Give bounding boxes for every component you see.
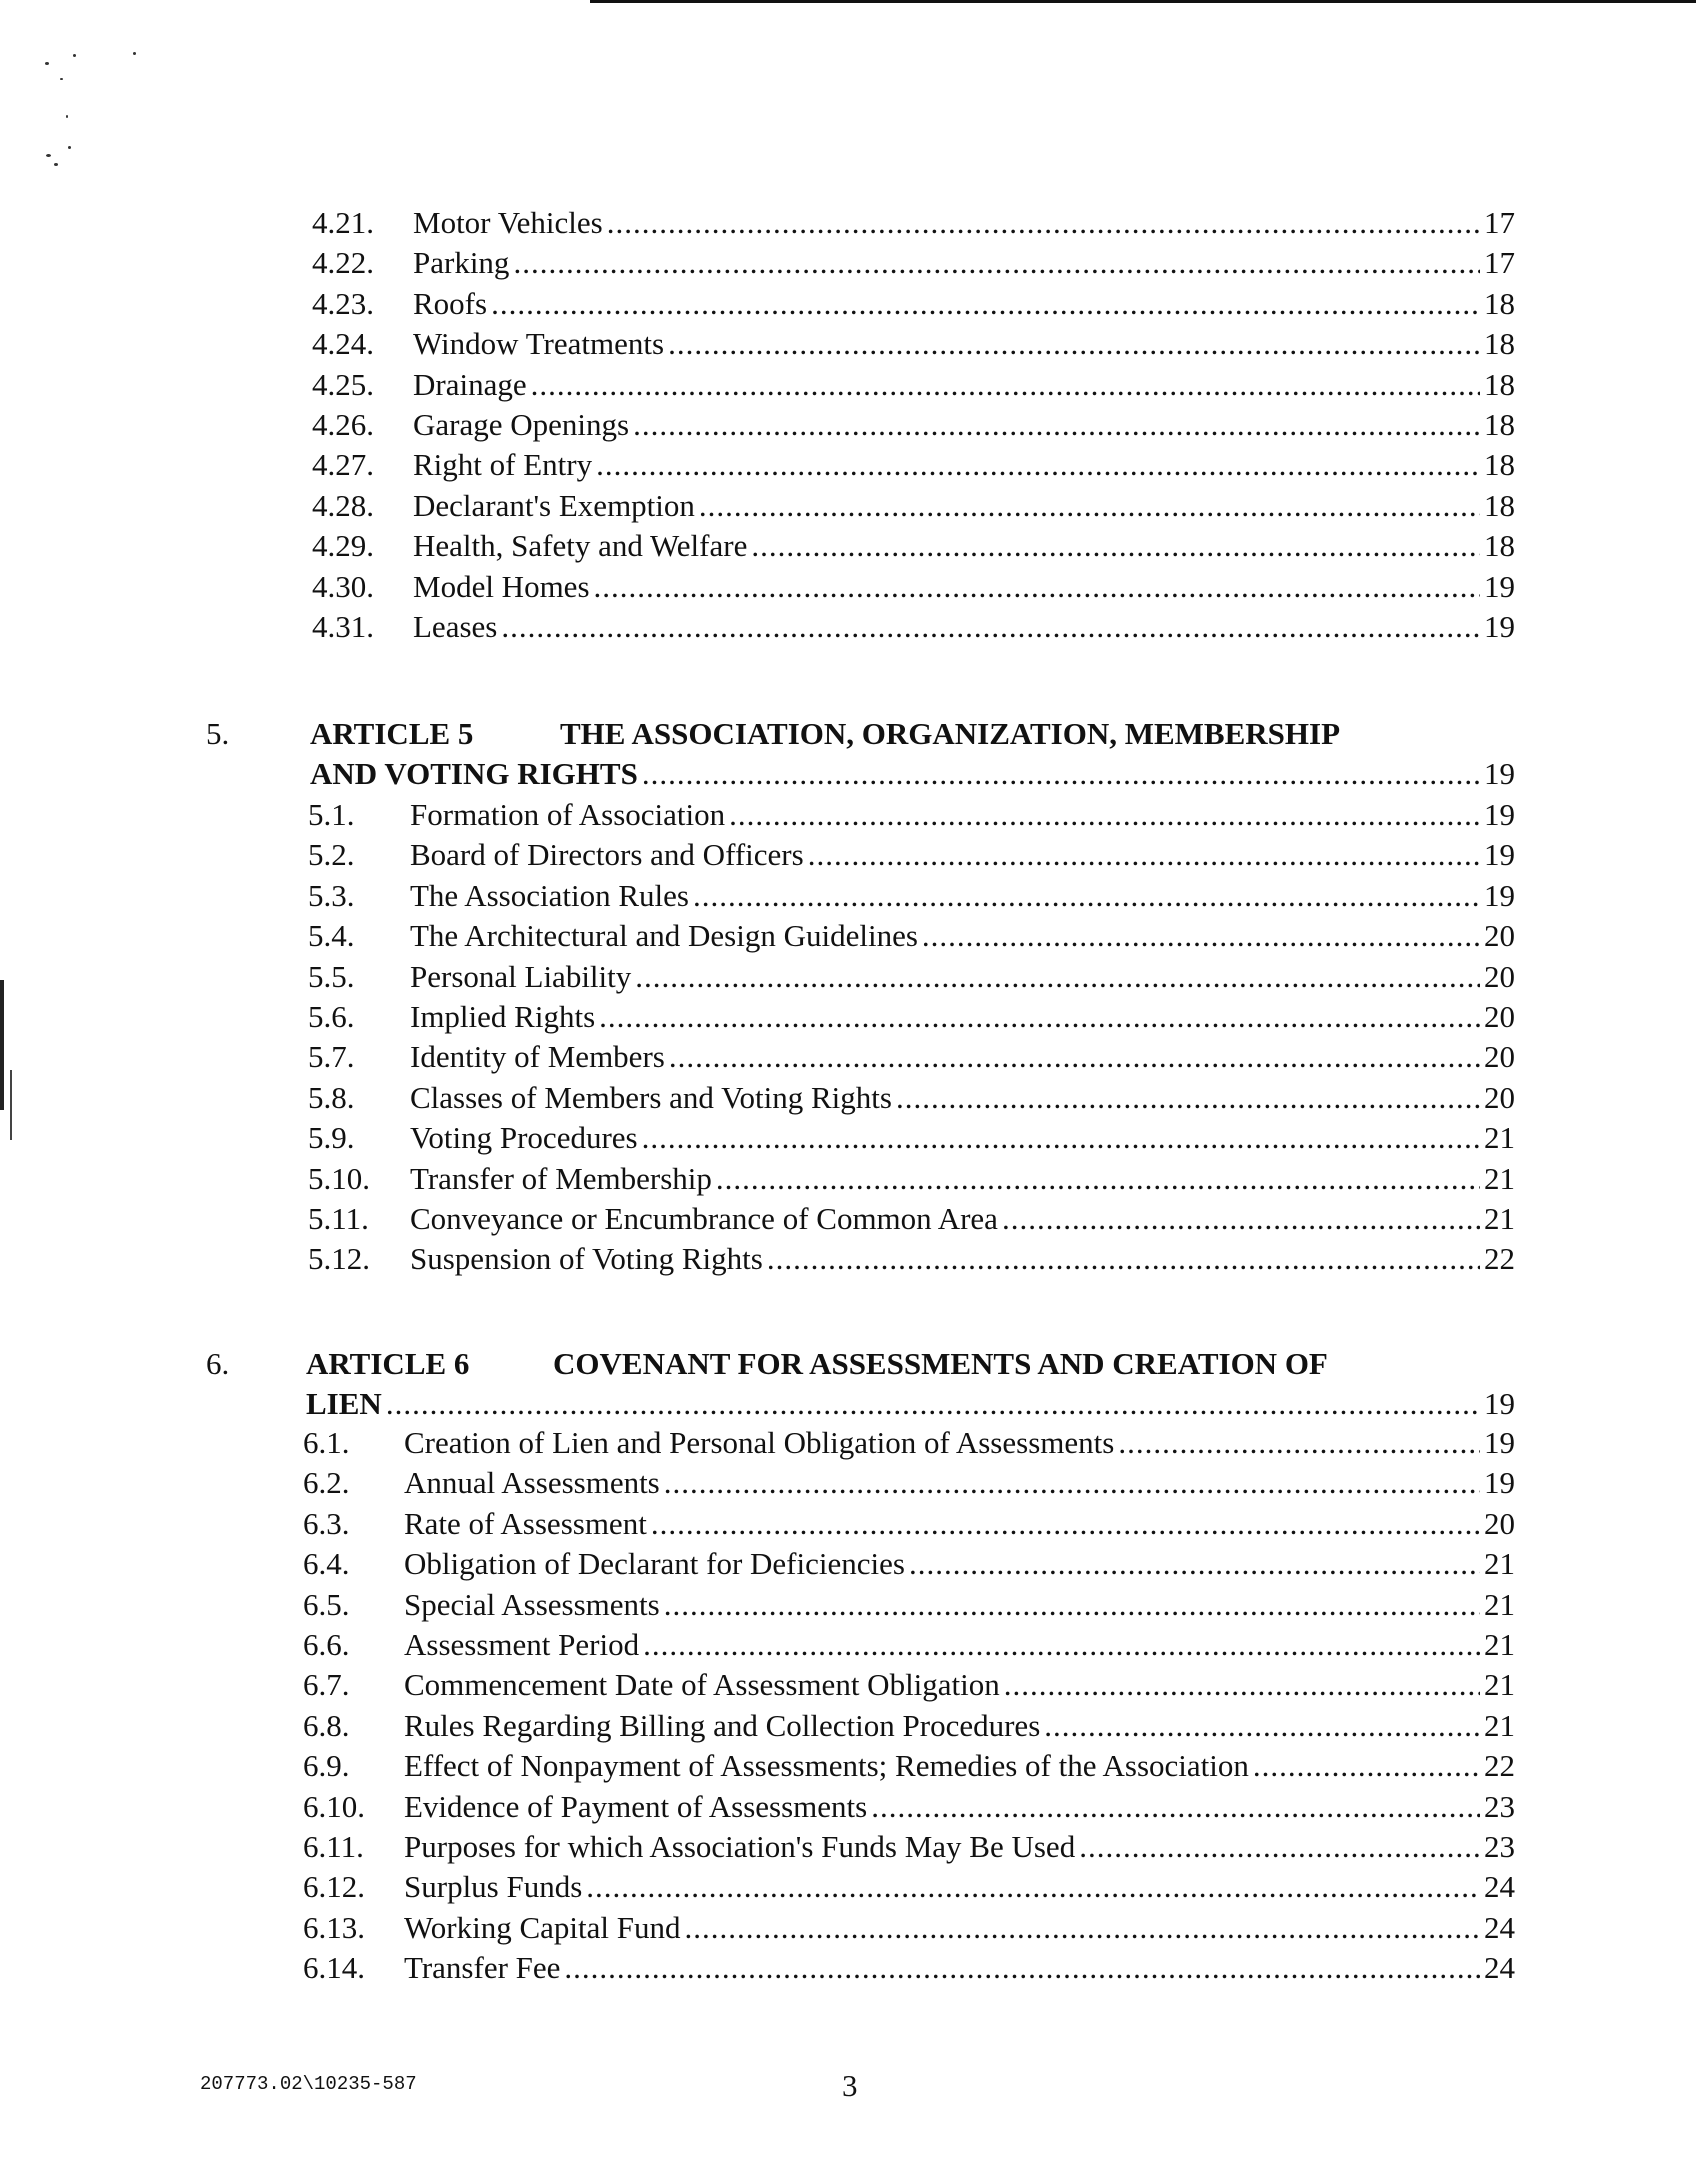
toc-entry-page: 18 [1484,326,1515,362]
toc-entry-title: Window Treatments [413,326,665,362]
toc-entry-page: 18 [1484,407,1515,442]
scan-top-line [590,0,1696,3]
toc-entry [312,607,1515,647]
dot-leader [729,795,1480,835]
dot-leader [693,876,1480,916]
toc-entry [308,957,1515,997]
toc-entry-number: 6.9. [303,1748,350,1784]
dot-leader [1044,1706,1480,1746]
toc-entry-number: 6.5. [303,1586,350,1622]
toc-entry-title: Evidence of Payment of Assessments [404,1788,868,1824]
dot-leader [642,1118,1480,1158]
toc-entry [303,1423,1515,1463]
dot-leader [922,916,1480,956]
toc-entry-title: Creation of Lien and Personal Obligation of Assessments [404,1425,1115,1460]
toc-entry-title: Parking [413,245,510,281]
toc-entry-number: 6.4. [303,1546,350,1582]
scan-edge-mark [10,1070,12,1140]
dot-leader [586,1867,1480,1907]
dot-leader [599,997,1480,1037]
dot-leader [642,754,1480,794]
toc-entry-title: Rules Regarding Billing and Collection Procedures [404,1707,1041,1743]
toc-entry-title: Rate of Assessment [404,1505,647,1541]
toc-entry [308,1199,1515,1239]
article-heading-continued [310,754,1515,794]
toc-entry-number: 6.10. [303,1788,365,1824]
dot-leader [594,567,1480,607]
dot-leader [1118,1423,1480,1463]
article-heading: THE ASSOCIATION, ORGANIZATION, MEMBERSHIP [560,716,1341,751]
toc-entry-number: 6.13. [303,1909,365,1945]
toc-entry [312,203,1515,243]
toc-entry-title: Motor Vehicles [413,205,603,240]
toc-entry-page: 21 [1484,1160,1515,1196]
toc-entry-title: Suspension of Voting Rights [410,1241,763,1277]
toc-entry-number: 5.2. [308,837,355,873]
toc-entry-page: 18 [1484,366,1515,402]
toc-entry-page: 19 [1484,1425,1515,1460]
toc-entry-page: 23 [1484,1788,1515,1824]
dot-leader [699,486,1480,526]
toc-entry-page: 20 [1484,1505,1515,1541]
toc-entry-page: 19 [1484,797,1515,832]
toc-entry-page: 21 [1484,1586,1515,1622]
toc-entry [312,243,1515,283]
toc-entry-number: 6.7. [303,1667,350,1703]
document-code: 207773.02\10235-587 [200,2073,417,2095]
article-number: 5. [206,716,230,751]
toc-entry [303,1544,1515,1584]
toc-entry-page: 24 [1484,1909,1515,1945]
toc-entry-number: 6.1. [303,1425,350,1460]
toc-entry-title: The Association Rules [410,877,689,913]
toc-entry-page: 19 [1484,1465,1515,1501]
toc-entry-number: 4.24. [312,326,374,362]
toc-entry-title: Drainage [413,366,527,402]
toc-entry [303,1463,1515,1503]
toc-entry-title: Special Assessments [404,1586,660,1622]
toc-entry-title: Purposes for which Association's Funds May Be Used [404,1829,1076,1864]
page-number: 3 [842,2068,858,2103]
dot-leader [635,957,1480,997]
dot-leader [564,1948,1480,1988]
toc-entry-page: 18 [1484,487,1515,523]
dot-leader [531,365,1480,405]
dot-leader [607,203,1480,243]
dot-leader [513,243,1480,283]
article-heading: COVENANT FOR ASSESSMENTS AND CREATION OF [553,1346,1328,1381]
toc-entry [308,1037,1515,1077]
toc-entry-title: Formation of Association [410,797,726,832]
dot-leader [668,324,1480,364]
toc-entry-page: 20 [1484,1039,1515,1075]
toc-entry-title: Transfer Fee [404,1950,561,1986]
toc-entry-page: 20 [1484,958,1515,994]
dot-leader [751,526,1480,566]
toc-entry-number: 4.29. [312,528,374,564]
toc-entry [308,1239,1515,1279]
dot-leader [1253,1746,1480,1786]
toc-entry-number: 4.23. [312,285,374,321]
dot-leader [669,1037,1480,1077]
dot-leader [871,1787,1480,1827]
toc-entry-title: Conveyance or Encumbrance of Common Area [410,1201,998,1236]
scan-speck [133,52,136,55]
dot-leader [501,607,1480,647]
toc-entry-page: 20 [1484,1079,1515,1115]
dot-leader [596,445,1480,485]
scan-speck [45,62,49,65]
toc-entry-page: 22 [1484,1241,1515,1277]
toc-entry-page: 20 [1484,999,1515,1034]
toc-entry [312,405,1515,445]
toc-entry-number: 4.31. [312,609,374,644]
dot-leader [1004,1665,1480,1705]
toc-entry-page: 24 [1484,1869,1515,1905]
toc-entry-title: Leases [413,609,498,644]
toc-entry-number: 6.2. [303,1465,350,1501]
toc-entry-number: 5.1. [308,797,355,832]
toc-entry-number: 5.6. [308,999,355,1034]
toc-entry-title: The Architectural and Design Guidelines [410,918,918,954]
toc-entry-page: 19 [1484,609,1515,644]
toc-entry-number: 4.30. [312,568,374,604]
article-heading-line2: AND VOTING RIGHTS [310,756,638,791]
article-page: 19 [1484,756,1515,791]
toc-entry [303,1706,1515,1746]
toc-entry-title: Annual Assessments [404,1465,660,1501]
scan-speck [73,54,76,57]
dot-leader [808,835,1480,875]
toc-entry [312,284,1515,324]
toc-entry-page: 21 [1484,1201,1515,1236]
toc-entry-page: 24 [1484,1950,1515,1986]
toc-entry-page: 21 [1484,1707,1515,1743]
toc-entry [303,1827,1515,1867]
dot-leader [643,1625,1480,1665]
toc-entry-number: 6.6. [303,1627,350,1662]
toc-entry [303,1665,1515,1705]
toc-entry-title: Implied Rights [410,999,596,1034]
toc-entry [308,997,1515,1037]
toc-entry-page: 21 [1484,1120,1515,1156]
toc-entry-number: 6.14. [303,1950,365,1986]
toc-entry-number: 5.7. [308,1039,355,1075]
toc-entry-title: Working Capital Fund [404,1909,681,1945]
toc-entry-title: Classes of Members and Voting Rights [410,1079,892,1115]
article-label: ARTICLE 5 [310,716,474,751]
toc-entry-number: 6.8. [303,1707,350,1743]
dot-leader [664,1585,1480,1625]
toc-entry-number: 4.25. [312,366,374,402]
scan-speck [68,146,71,149]
toc-entry-title: Voting Procedures [410,1120,638,1156]
toc-entry-page: 17 [1484,205,1515,240]
toc-entry [303,1948,1515,1988]
toc-entry [308,795,1515,835]
toc-entry [308,916,1515,956]
toc-entry-number: 5.12. [308,1241,370,1277]
dot-leader [1002,1199,1480,1239]
toc-entry-title: Roofs [413,285,488,321]
toc-entry-number: 4.27. [312,447,374,483]
scan-speck [46,154,51,157]
toc-entry [312,365,1515,405]
toc-entry-title: Surplus Funds [404,1869,583,1905]
scan-speck [66,115,68,118]
toc-entry-title: Garage Openings [413,407,630,442]
article-page: 19 [1484,1386,1515,1421]
toc-entry-title: Assessment Period [404,1627,640,1662]
dot-leader [664,1463,1480,1503]
toc-entry-number: 5.9. [308,1120,355,1156]
toc-entry-title: Commencement Date of Assessment Obligation [404,1667,1000,1703]
dot-leader [685,1908,1481,1948]
toc-entry-title: Health, Safety and Welfare [413,528,748,564]
toc-entry [303,1787,1515,1827]
toc-entry-title: Right of Entry [413,447,593,483]
toc-entry-title: Model Homes [413,568,590,604]
toc-entry-number: 5.10. [308,1160,370,1196]
toc-entry-page: 21 [1484,1667,1515,1703]
toc-entry-number: 4.22. [312,245,374,281]
toc-entry [308,835,1515,875]
toc-entry-page: 20 [1484,918,1515,954]
toc-entry-title: Identity of Members [410,1039,665,1075]
dot-leader [1079,1827,1480,1867]
toc-entry [308,1159,1515,1199]
article-label: ARTICLE 6 [306,1346,470,1381]
toc-entry-number: 4.28. [312,487,374,523]
toc-entry-page: 22 [1484,1748,1515,1784]
dot-leader [633,405,1480,445]
toc-entry [312,526,1515,566]
toc-entry-number: 5.3. [308,877,355,913]
dot-leader [651,1504,1480,1544]
toc-entry [303,1625,1515,1665]
toc-entry-number: 6.12. [303,1869,365,1905]
toc-entry [303,1504,1515,1544]
toc-entry [312,445,1515,485]
toc-entry-number: 4.21. [312,205,374,240]
toc-entry [303,1746,1515,1786]
toc-entry [308,876,1515,916]
scan-edge-mark [0,980,4,1110]
scan-speck [54,163,58,166]
article-number: 6. [206,1346,230,1381]
dot-leader [386,1384,1480,1424]
dot-leader [491,284,1480,324]
toc-entry-number: 5.8. [308,1079,355,1115]
toc-entry [303,1908,1515,1948]
dot-leader [909,1544,1480,1584]
toc-entry-title: Personal Liability [410,958,632,994]
toc-entry-title: Declarant's Exemption [413,487,695,523]
toc-entry [312,324,1515,364]
toc-entry-title: Obligation of Declarant for Deficiencies [404,1546,905,1582]
toc-entry-page: 18 [1484,528,1515,564]
toc-entry-title: Transfer of Membership [410,1160,712,1196]
toc-entry-number: 5.4. [308,918,355,954]
toc-entry-page: 23 [1484,1829,1515,1864]
toc-entry-page: 21 [1484,1546,1515,1582]
toc-entry [308,1078,1515,1118]
toc-entry-page: 19 [1484,568,1515,604]
toc-entry [308,1118,1515,1158]
toc-entry-page: 18 [1484,447,1515,483]
dot-leader [767,1239,1480,1279]
toc-entry-title: Board of Directors and Officers [410,837,804,873]
toc-entry-page: 17 [1484,245,1515,281]
toc-entry-number: 6.11. [303,1829,364,1864]
article-heading-line2: LIEN [306,1386,382,1421]
toc-entry-page: 18 [1484,285,1515,321]
toc-entry-number: 5.5. [308,958,355,994]
toc-entry-page: 19 [1484,877,1515,913]
toc-entry-title: Effect of Nonpayment of Assessments; Remedies of the Association [404,1748,1249,1784]
toc-entry [312,486,1515,526]
toc-entry-page: 19 [1484,837,1515,873]
dot-leader [716,1159,1480,1199]
toc-entry-number: 4.26. [312,407,374,442]
dot-leader [896,1078,1480,1118]
toc-entry-page: 21 [1484,1627,1515,1662]
toc-entry [303,1867,1515,1907]
scan-speck [60,78,63,80]
toc-entry [303,1585,1515,1625]
toc-entry [312,567,1515,607]
toc-entry-number: 5.11. [308,1201,369,1236]
toc-entry-number: 6.3. [303,1505,350,1541]
article-heading-continued [306,1384,1515,1424]
